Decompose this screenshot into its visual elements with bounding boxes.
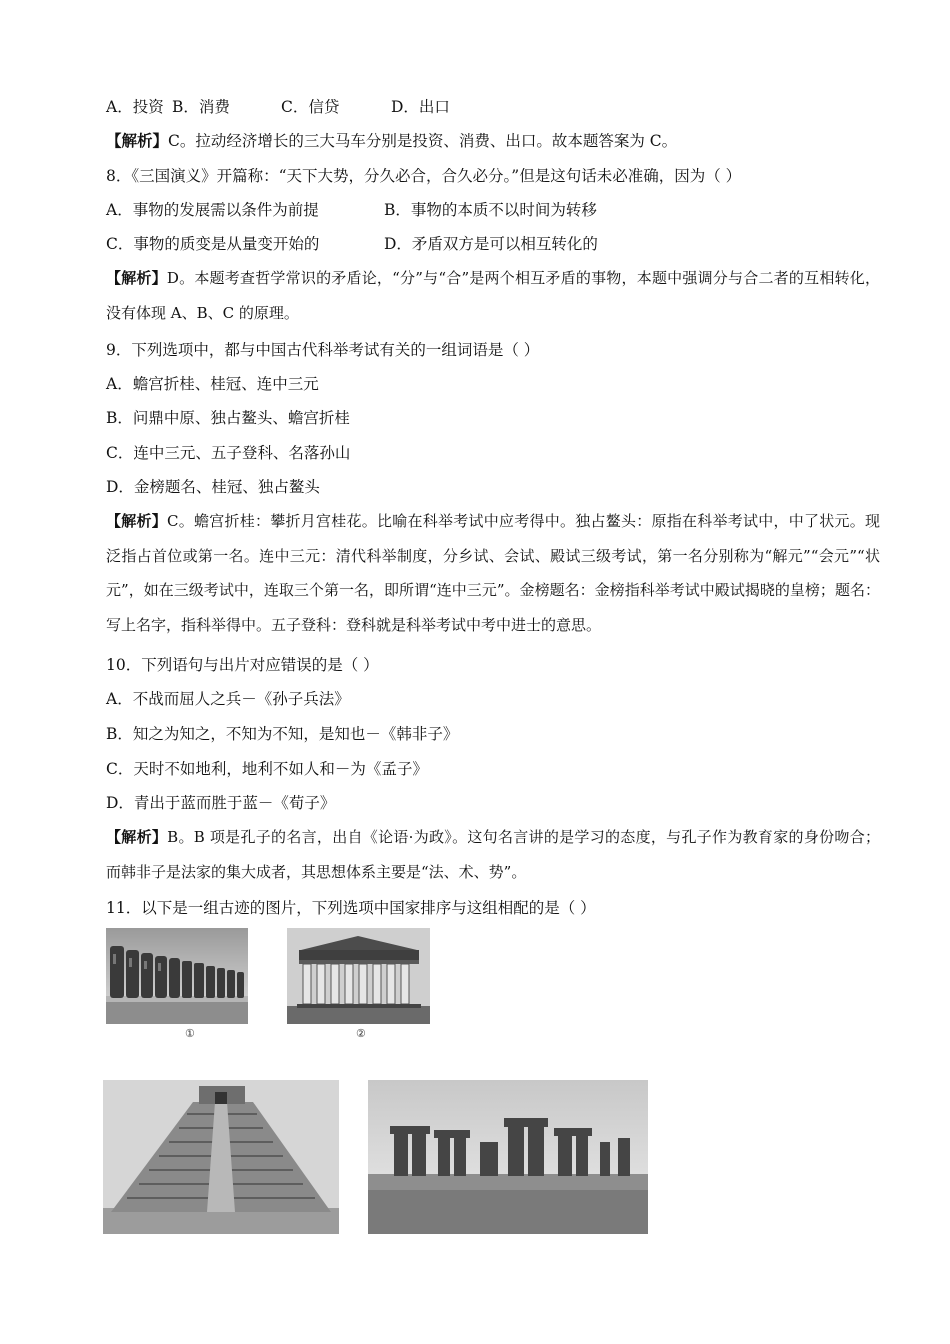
q8-question: 8．《三国演义》开篇称：“天下大势，分久必合，合久必分。”但是这句话未必准确，因为（ ） (106, 167, 742, 185)
analysis-text: B。B 项是孔子的名言，出自《论语·为政》。这句名言讲的是学习的态度，与孔子作为教育家的身份吻合；而韩非子是法家的集大成者，其思想体系主要是“法、术、势”。 (106, 828, 880, 881)
q10-option-c: C．天时不如地利，地利不如人和－为《孟子》 (106, 760, 428, 778)
q9-question: 9．下列选项中，都与中国古代科举考试有关的一组词语是（ ） (106, 341, 540, 359)
q10-option-b: B．知之为知之，不知为不知，是知也－《韩非子》 (106, 725, 459, 743)
analysis-text: C。蟾宫折桂：攀折月宫桂花。比喻在科举考试中应考得中。独占鳌头：原指在科举考试中，中了状元。现泛指占首位或第一名。连中三元：清代科举制度，分乡试、会试、殿试三级考试，第一名分别称为“解元”“会元”“状元”，如在三级考试中，连取三个第一名，即所谓“连中三元”。金榜题名：金榜指科举考试中殿试揭晓的皇榜；题名：写上名字，指科举得中。五子登科：登科就是科举考试中考中进士的意思。 (106, 512, 880, 634)
analysis-tag: 【解析】 (106, 512, 168, 530)
q8-option-a: A．事物的发展需以条件为前提 (106, 201, 319, 219)
stonehenge-photo (368, 1080, 648, 1234)
q8-option-b: B．事物的本质不以时间为转移 (384, 201, 597, 219)
q10-option-d: D．青出于蓝而胜于蓝－《荀子》 (106, 794, 336, 812)
q7-option-b: B．消费 (172, 98, 230, 116)
q7-option-a: A．投资 (106, 98, 164, 116)
q9-option-a: A．蟾宫折桂、桂冠、连中三元 (106, 375, 319, 393)
analysis-text: C。拉动经济增长的三大马车分别是投资、消费、出口。故本题答案为 C。 (168, 132, 678, 150)
moai-statues-photo (106, 928, 248, 1024)
analysis-tag: 【解析】 (106, 131, 169, 150)
q8-options-row2 (106, 234, 598, 254)
q8-options-row1 (106, 200, 597, 220)
q10-option-a: A．不战而屈人之兵－《孙子兵法》 (106, 690, 350, 708)
parthenon-photo (287, 928, 430, 1024)
analysis-text: D。本题考查哲学常识的矛盾论，“分”与“合”是两个相互矛盾的事物，本题中强调分与合二者的互相转化，没有体现 A、B、C 的原理。 (106, 269, 880, 322)
caption-2: ② (356, 1027, 366, 1040)
q11-question: 11．以下是一组古迹的图片，下列选项中国家排序与这组相配的是（ ） (106, 899, 596, 917)
analysis-tag: 【解析】 (106, 269, 167, 287)
q7-options (106, 97, 450, 117)
q9-option-c: C．连中三元、五子登科、名落孙山 (106, 444, 351, 462)
analysis-tag: 【解析】 (106, 828, 168, 846)
caption-1: ① (185, 1027, 195, 1040)
mayan-pyramid-photo (103, 1080, 339, 1234)
q7-analysis (106, 131, 677, 151)
q10-question: 10．下列语句与出片对应错误的是（ ） (106, 656, 379, 674)
q9-option-d: D．金榜题名、桂冠、独占鳌头 (106, 478, 320, 496)
q8-option-c: C．事物的质变是从量变开始的 (106, 235, 320, 253)
q9-analysis (106, 504, 880, 642)
q8-analysis (106, 261, 880, 330)
q8-option-d: D．矛盾双方是可以相互转化的 (384, 235, 598, 253)
q7-option-c: C．信贷 (281, 98, 340, 116)
q10-analysis (106, 820, 880, 889)
q9-option-b: B．问鼎中原、独占鳌头、蟾宫折桂 (106, 409, 350, 427)
q7-option-d: D．出口 (391, 98, 450, 116)
